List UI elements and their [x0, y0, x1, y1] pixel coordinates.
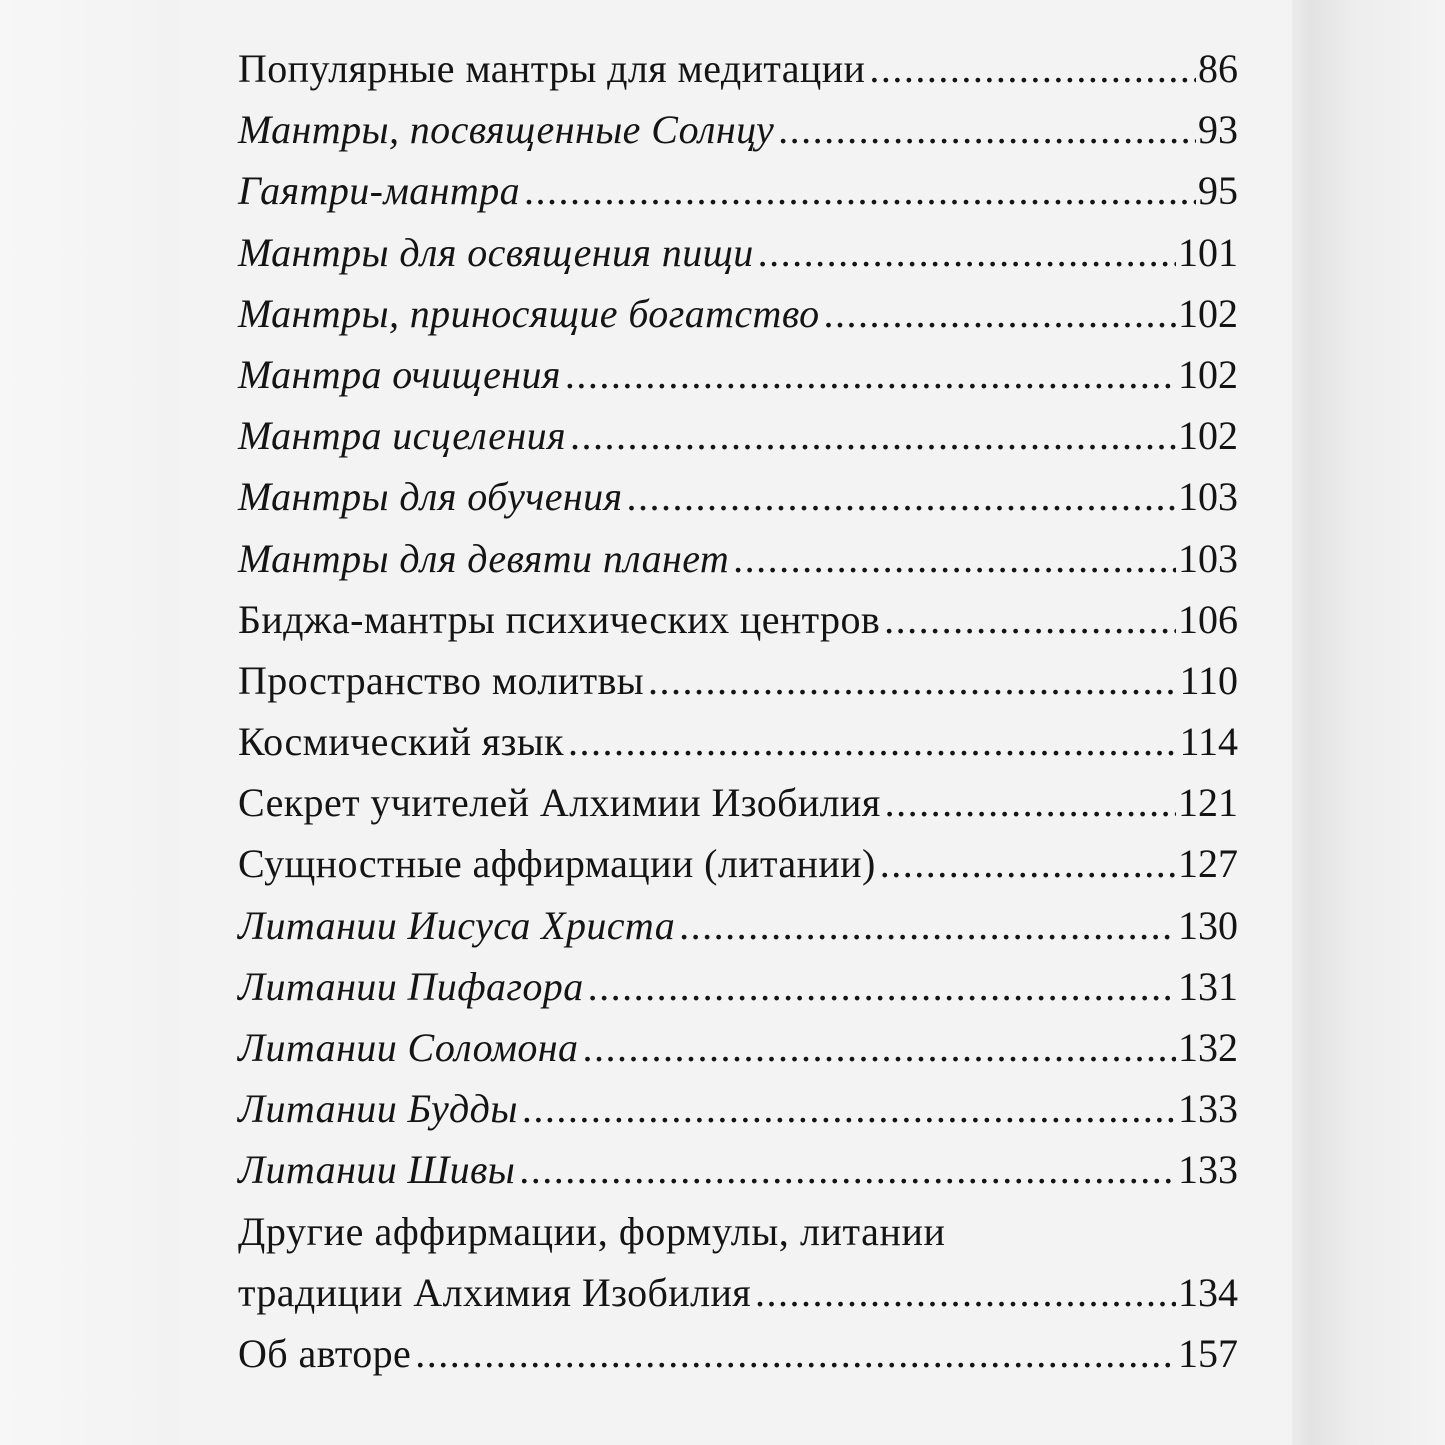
toc-entry-title: Мантра исцеления	[238, 413, 567, 459]
toc-entry-title: Популярные мантры для медитации	[238, 46, 866, 91]
toc-entry-page: 102	[1178, 413, 1238, 459]
toc-entry	[238, 38, 1238, 99]
toc-entry	[238, 466, 1238, 527]
toc-entry-title: Литании Иисуса Христа	[238, 902, 676, 948]
toc-entry-title: Литании Шивы	[238, 1147, 516, 1193]
toc-entry-page: 93	[1198, 107, 1238, 153]
toc-entry	[238, 344, 1238, 405]
toc-dot-leader	[733, 528, 1176, 589]
toc-dot-leader	[570, 405, 1176, 466]
toc-entry-page: 114	[1179, 719, 1238, 765]
toc-entry-page: 121	[1178, 780, 1238, 826]
toc-entry-title-line2: традиции Алхимия Изобилия	[238, 1269, 752, 1315]
toc-dot-leader	[415, 1323, 1176, 1384]
toc-dot-leader	[823, 283, 1176, 344]
toc-entry-title: Литании Соломона	[238, 1025, 579, 1070]
toc-entry-title: Сущностные аффирмации (литании)	[238, 841, 876, 887]
toc-entry	[238, 711, 1238, 772]
toc-dot-leader	[648, 650, 1177, 711]
toc-entry-title-line1: Другие аффирмации, формулы, литании	[238, 1208, 946, 1254]
toc-entry-title: Мантры для девяти планет	[238, 535, 730, 581]
toc-entry	[238, 405, 1238, 466]
toc-entry-title: Космический язык	[238, 719, 564, 765]
toc-entry-page: 101	[1178, 229, 1238, 275]
toc-dot-leader	[869, 38, 1196, 99]
toc-entry	[238, 283, 1238, 344]
table-of-contents	[238, 38, 1238, 1384]
toc-entry	[238, 1078, 1238, 1139]
toc-entry-page: 157	[1178, 1330, 1238, 1376]
toc-dot-leader	[885, 772, 1176, 833]
toc-dot-leader	[758, 222, 1176, 283]
toc-dot-leader	[568, 711, 1178, 772]
toc-dot-leader	[884, 589, 1176, 650]
toc-entry-page: 131	[1178, 963, 1238, 1009]
toc-entry	[238, 222, 1238, 283]
toc-entry-page: 134	[1178, 1269, 1238, 1315]
toc-dot-leader	[524, 160, 1196, 221]
toc-entry-page: 127	[1178, 841, 1238, 887]
toc-entry	[238, 99, 1238, 160]
toc-entry-page: 102	[1178, 290, 1238, 336]
toc-entry	[238, 650, 1238, 711]
toc-entry-title: Мантра очищения	[238, 351, 561, 397]
toc-dot-leader	[627, 466, 1176, 527]
toc-entry-page: 103	[1178, 474, 1238, 520]
toc-entry-title: Литании Будды	[238, 1086, 518, 1132]
toc-entry-page: 86	[1198, 46, 1238, 91]
toc-entry	[238, 956, 1238, 1017]
toc-entry-title: Мантры для освящения пищи	[238, 229, 754, 275]
toc-entry-title: Мантры, посвященные Солнцу	[238, 107, 775, 153]
toc-entry-title: Биджа-мантры психических центров	[238, 596, 881, 642]
toc-entry	[238, 772, 1238, 833]
toc-entry-page: 95	[1198, 168, 1238, 214]
toc-dot-leader	[880, 833, 1176, 894]
toc-entry-page: 110	[1179, 657, 1238, 703]
toc-entry-title: Литании Пифагора	[238, 963, 584, 1009]
toc-entry	[238, 528, 1238, 589]
toc-dot-leader	[519, 1139, 1176, 1200]
toc-entry	[238, 1017, 1238, 1078]
toc-entry-multiline-first	[238, 1201, 1238, 1262]
toc-dot-leader	[522, 1078, 1176, 1139]
toc-entry-title: Мантры, приносящие богатство	[238, 290, 820, 336]
toc-entry	[238, 160, 1238, 221]
toc-entry	[238, 589, 1238, 650]
toc-entry-page: 133	[1178, 1147, 1238, 1193]
facing-page-edge	[1292, 0, 1445, 1445]
toc-entry-page: 132	[1178, 1025, 1238, 1070]
toc-entry-page: 130	[1178, 902, 1238, 948]
toc-dot-leader	[679, 895, 1176, 956]
page-margin	[0, 0, 180, 1445]
toc-entry-title: Пространство молитвы	[238, 657, 645, 703]
toc-entry-page: 106	[1178, 596, 1238, 642]
toc-entry-multiline-second	[238, 1262, 1238, 1323]
toc-entry-title: Мантры для обучения	[238, 474, 623, 520]
toc-entry-title: Об авторе	[238, 1330, 412, 1376]
toc-dot-leader	[755, 1262, 1176, 1323]
toc-entry	[238, 833, 1238, 894]
toc-dot-leader	[565, 344, 1176, 405]
toc-dot-leader	[778, 99, 1196, 160]
toc-entry-page: 133	[1178, 1086, 1238, 1132]
toc-entry	[238, 1139, 1238, 1200]
toc-entry	[238, 1323, 1238, 1384]
toc-entry	[238, 895, 1238, 956]
toc-dot-leader	[588, 956, 1176, 1017]
toc-entry-page: 102	[1178, 351, 1238, 397]
toc-dot-leader	[582, 1017, 1176, 1078]
toc-entry-page: 103	[1178, 535, 1238, 581]
toc-entry-title: Секрет учителей Алхимии Изобилия	[238, 780, 881, 826]
toc-entry-title: Гаятри-мантра	[238, 168, 521, 214]
